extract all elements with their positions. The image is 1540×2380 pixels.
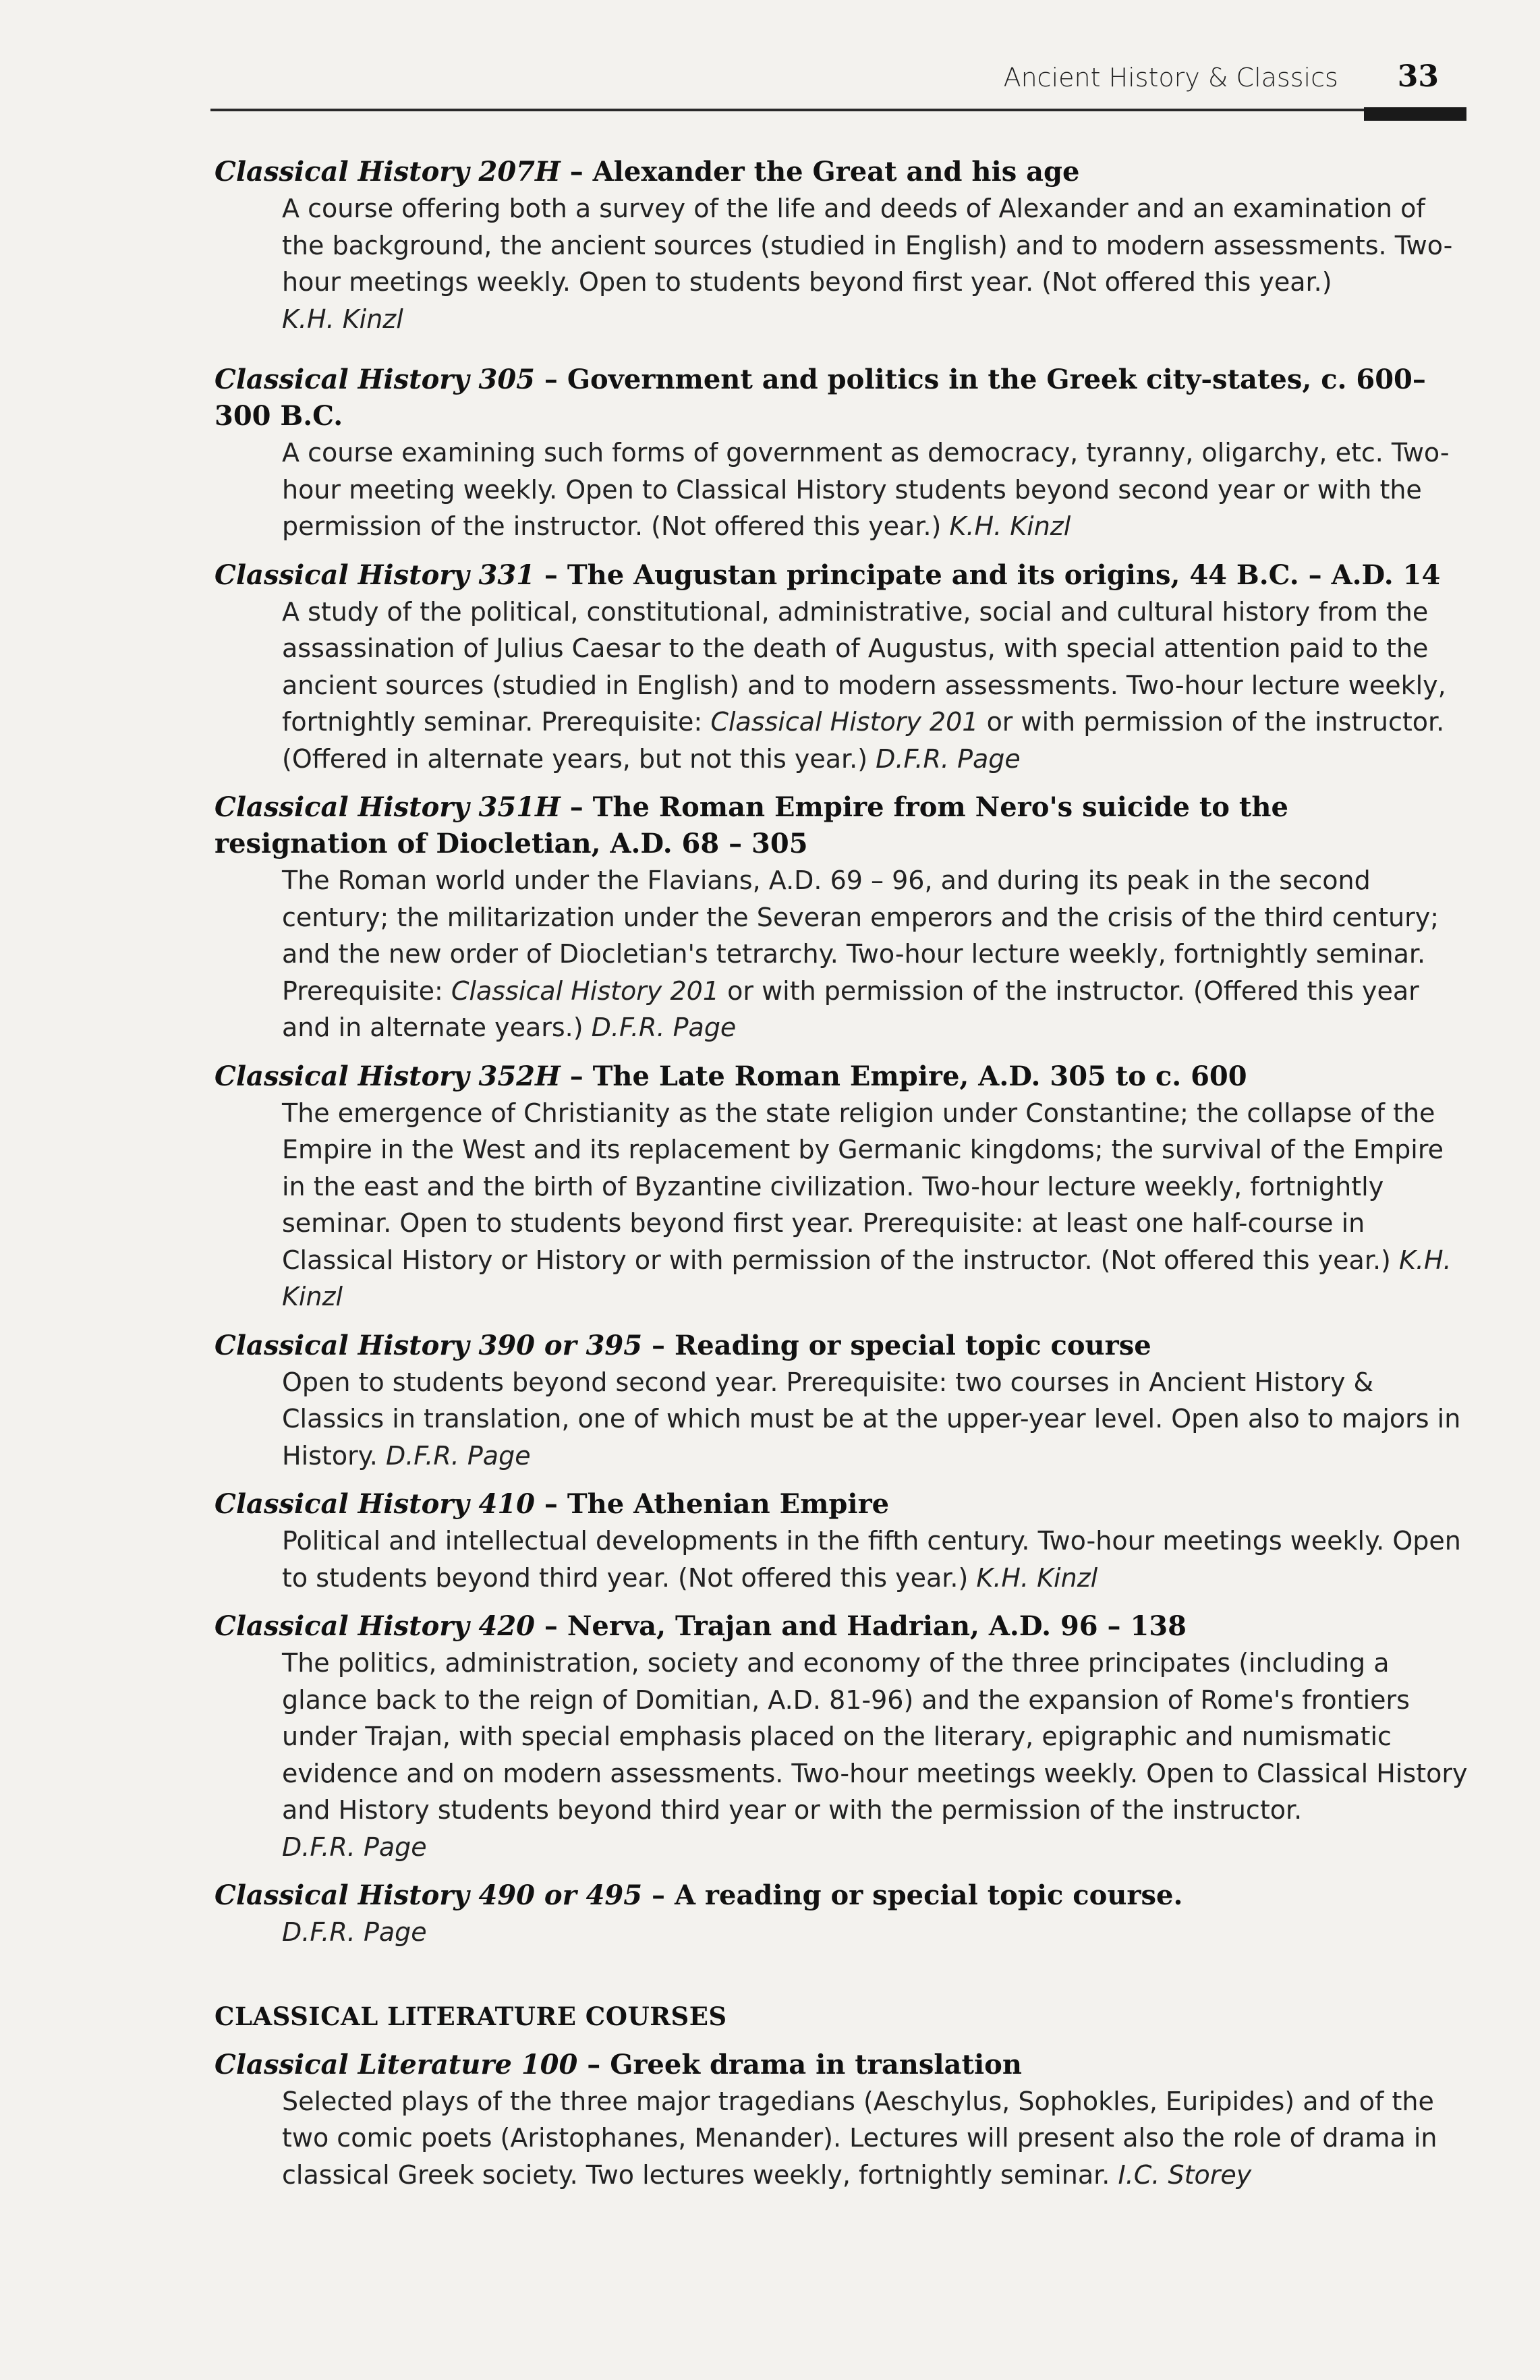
course-code: Classical History 420 [215,1610,535,1642]
course-code: Classical History 351H [215,791,561,823]
course-entry [215,1328,1469,1475]
page-header [1004,59,1439,94]
course-entry [215,362,1469,545]
course-name: The Athenian Empire [567,1488,890,1520]
instructor-name: D.F.R. Page [876,743,1021,774]
course-listing [215,154,1469,2205]
course-entry [215,1058,1469,1315]
course-description: Selected plays of the three major tragedians (Aeschylus, Sophokles, Euripides) and of the two comic poets (Aristophanes, Menander). Lectures will present also the role of drama in classical Greek society. Two lectures weekly, fortnightly seminar. I.C. Storey [282,2086,1437,2190]
section-title: Ancient History & Classics [1003,63,1338,92]
course-code: Classical History 410 [215,1488,535,1520]
instructor-name: K.H. Kinzl [282,1245,1452,1311]
instructor-name: D.F.R. Page [591,1013,737,1042]
course-name: The Augustan principate and its origins, 44 B.C. – A.D. 14 [567,559,1441,591]
course-name: The Late Roman Empire, A.D. 305 to c. 600 [592,1060,1247,1092]
instructor-name: D.F.R. Page [282,1832,427,1862]
course-description: A study of the political, constitutional, administrative, social and cultural history from the assassination of Julius Caesar to the death of Augustus, with special attention paid to the ancient sources (studied in English) and to modern assessments. Two-hour lecture weekly, fortnightly seminar. Prerequisite: Classical History 201 or with permission of the instructor. (Offered in alternate years, but not this year.) D.F.R. Page [282,596,1446,774]
course-title: Classical History 420 – Nerva, Trajan and Hadrian, A.D. 96 – 138 [215,1610,1187,1642]
course-entry [215,789,1469,1046]
course-code: Classical History 352H [215,1060,561,1092]
course-entry [215,2047,1469,2194]
course-entry [215,1608,1469,1865]
course-title: Classical History 207H – Alexander the Great and his age [215,156,1080,188]
instructor-name: K.H. Kinzl [282,304,403,334]
course-description: The politics, administration, society and economy of the three principates (including a glance back to the reign of Domitian, A.D. 81-96) and the expansion of Rome's frontiers under Trajan, with special emphasis placed on the literary, epigraphic and numismatic evidence and on modern assessments. Two-hour meetings weekly. Open to Classical History and History students beyond third year or with the permission of the instructor. D.F.R. Page [282,1645,1469,1865]
course-description: A course examining such forms of government as democracy, tyranny, oligarchy, etc. Two-hour meeting weekly. Open to Classical History students beyond second year or with the permission of the instructor. (Not offered this year.) K.H. Kinzl [282,438,1450,541]
instructor-name: D.F.R. Page [385,1440,531,1471]
page-number: 33 [1397,59,1439,94]
prerequisite-reference: Classical History 201 [451,975,720,1006]
header-rule [210,109,1465,111]
course-name: Reading or special topic course [674,1329,1151,1361]
course-description: The emergence of Christianity as the state religion under Constantine; the collapse of the Empire in the West and its replacement by Germanic kingdoms; the survival of the Empire in the east and the birth of Byzantine civilization. Two-hour lecture weekly, fortnightly seminar. Open to students beyond first year. Prerequisite: at least one half-course in Classical History or History or with permission of the instructor. (Not offered this year.) K.H. Kinzl [282,1098,1452,1311]
course-name: Government and politics in the Greek city-states, c. 600–300 B.C. [215,364,1426,432]
course-entry [215,1486,1469,1596]
course-description: The Roman world under the Flavians, A.D. 69 – 96, and during its peak in the second century; the militarization under the Severan emperors and the crisis of the third century; and the new order of Diocletian's tetrarchy. Two-hour lecture weekly, fortnightly seminar. Prerequisite: Classical History 201 or with permission of the instructor. (Offered this year and in alternate years.) D.F.R. Page [282,866,1439,1042]
course-name: The Roman Empire from Nero's suicide to the resignation of Diocletian, A.D. 68 – 305 [215,791,1288,859]
course-title: Classical History 351H – The Roman Empire from Nero's suicide to the resignation of Diocletian, A.D. 68 – 305 [215,791,1288,859]
instructor-name: K.H. Kinzl [949,511,1071,541]
section-heading: CLASSICAL LITERATURE COURSES [215,2001,727,2031]
course-code: Classical History 207H [215,156,561,188]
course-title: Classical History 331 – The Augustan principate and its origins, 44 B.C. – A.D. 14 [215,559,1441,591]
instructor-name: K.H. Kinzl [976,1562,1098,1593]
course-code: Classical History 331 [215,559,535,591]
course-name: Nerva, Trajan and Hadrian, A.D. 96 – 138 [567,1610,1187,1642]
course-code: Classical History 490 or 495 [215,1879,643,1911]
course-code: Classical History 390 or 395 [215,1329,643,1361]
course-title: Classical History 490 or 495 – A reading or special topic course. [215,1879,1183,1911]
course-description [282,1914,1469,1951]
course-code: Classical Literature 100 [215,2048,578,2080]
course-title: Classical History 305 – Government and politics in the Greek city-states, c. 600–300 B.C. [215,364,1426,432]
course-description: Open to students beyond second year. Prerequisite: two courses in Ancient History & Classics in translation, one of which must be at the upper-year level. Open also to majors in History. D.F.R. Page [282,1367,1461,1471]
course-code: Classical History 305 [215,364,535,395]
prerequisite-reference: Classical History 201 [710,707,979,737]
course-name: Alexander the Great and his age [592,156,1080,188]
course-title: Classical History 410 – The Athenian Empire [215,1488,890,1520]
course-entry [215,557,1469,778]
header-rule-block [1364,107,1466,121]
course-description: Political and intellectual developments in the fifth century. Two-hour meetings weekly. Open to students beyond third year. (Not offered this year.) K.H. Kinzl [282,1526,1461,1593]
instructor-name: D.F.R. Page [282,1917,427,1947]
course-title: Classical History 352H – The Late Roman Empire, A.D. 305 to c. 600 [215,1060,1247,1092]
course-title: Classical History 390 or 395 – Reading or special topic course [215,1329,1151,1361]
instructor-name: I.C. Storey [1118,2159,1252,2190]
course-description: A course offering both a survey of the life and deeds of Alexander and an examination of the background, the ancient sources (studied in English) and to modern assessments. Two-hour meetings weekly. Open to students beyond first year. (Not offered this year.) K.H. Kinzl [282,190,1469,337]
course-entry [215,154,1469,337]
course-entry [215,1877,1469,1951]
course-title: Classical Literature 100 – Greek drama in translation [215,2048,1022,2080]
course-name: Greek drama in translation [610,2048,1022,2080]
course-name: A reading or special topic course. [674,1879,1183,1911]
